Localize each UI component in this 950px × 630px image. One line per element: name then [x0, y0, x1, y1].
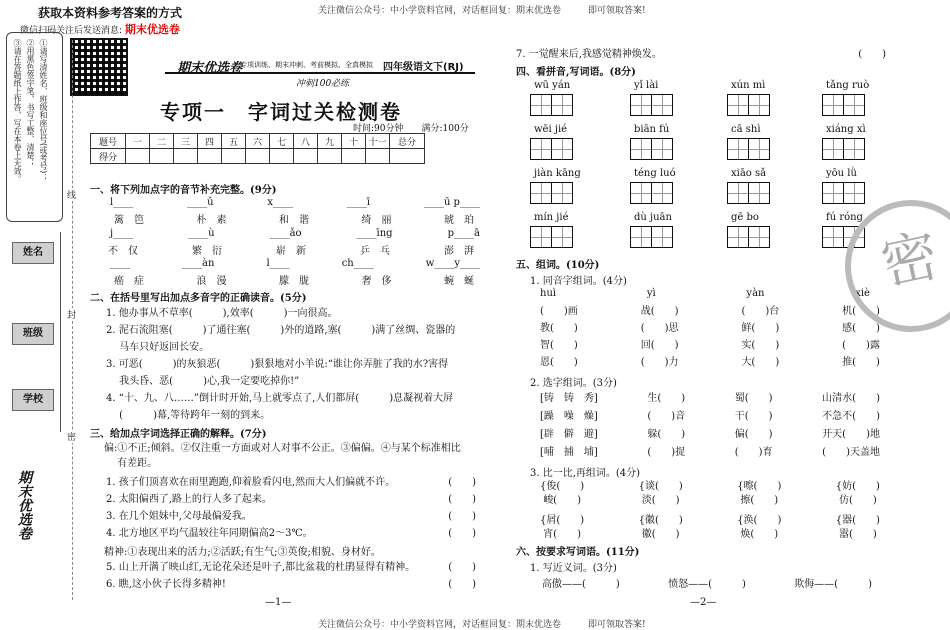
writing-grid [727, 138, 769, 160]
sec3-item: 3. 在几个姐妹中,父母最偏爱我。 ( ) [106, 511, 476, 522]
sec1-pinyin-row1: l____ ____ǔ x____ ____ī ____ū p____ [110, 197, 480, 208]
writing-cell[interactable] [822, 94, 844, 116]
sec5-q3-row [540, 480, 880, 508]
sec2-item: 2. 泥石流阻塞( )了通往塞( )外的道路,塞( )满了丝绸、瓷器的 [106, 325, 456, 336]
sec5-q2-rows [540, 390, 880, 462]
score-cell[interactable] [198, 149, 222, 164]
score-head: 总分 [390, 134, 425, 149]
sec1-pinyin-row2: j____ ____ù ____ǎo ____īng p____ā [110, 228, 480, 239]
pinyin-label: xún mì [731, 80, 766, 91]
sec2-item: 3. 可恶( )的灰狼恶( )狠狠地对小羊说:“谁让你弄脏了我的水?害得 [106, 359, 449, 370]
brand-tagline: 专项训练、期末冲刺、考前模拟、全真模拟 [240, 61, 373, 69]
sec2-item: 马车只好返回长安。 [106, 342, 210, 353]
pinyin-label: wēi jié [534, 124, 568, 135]
score-cell[interactable] [270, 149, 294, 164]
writing-cell[interactable] [843, 94, 865, 116]
writing-cell[interactable] [727, 182, 749, 204]
writing-cell[interactable] [748, 94, 770, 116]
sec5-q1: 1. 同音字组词。(4分) [530, 276, 627, 287]
writing-grid [822, 138, 864, 160]
pinyin-label: biān fú [634, 124, 670, 135]
sec6-q1: 1. 写近义词。(3分) [530, 563, 617, 574]
writing-grid [630, 182, 672, 204]
grade-label: 四年级语文下(RJ) [383, 62, 464, 73]
writing-cell[interactable] [630, 182, 652, 204]
qr-code-icon [70, 38, 128, 96]
writing-cell[interactable] [748, 226, 770, 248]
brand-subtitle: 冲刺100必练 [296, 79, 350, 89]
writing-grid [822, 182, 864, 204]
exam-meta: 时间:90分钟 满分:100分 [353, 124, 469, 134]
writing-grid [630, 226, 672, 248]
label-name: 姓名 [12, 242, 54, 264]
writing-cell[interactable] [843, 138, 865, 160]
pinyin-label: téng luó [634, 168, 676, 179]
sec4-heading: 四、看拼音,写词语。(8分) [516, 67, 636, 78]
label-class: 班级 [12, 323, 54, 345]
score-head: 十 [342, 134, 366, 149]
sec5-q1-row: 恩( ) ( )力 大( ) 推( ) [540, 357, 880, 368]
compare-pair: {谈( ) 淡( ) [638, 481, 683, 506]
pinyin-label: wū yán [534, 80, 571, 91]
page-title: 专项一 字词过关检测卷 [160, 100, 402, 124]
sec5-q2-row: [铸 铸 秀] 生( ) 蜀( ) 山清水( ) [540, 393, 880, 404]
sec6-heading: 六、按要求写词语。(11分) [516, 547, 640, 558]
p2-item7: 7. 一觉醒来后,我感觉精神焕发。 ( ) [516, 49, 886, 60]
sec5-q2-row: [哺 捕 埔] ( )捉 ( )育 ( )天盖地 [540, 447, 880, 458]
score-cell[interactable] [222, 149, 246, 164]
pinyin-label: cā shì [731, 124, 761, 135]
sec3-item: 5. 山上开满了映山红,无论花朵还是叶子,都比盆栽的杜鹃显得有精神。 ( ) [106, 562, 476, 573]
pinyin-label: tǎng ruò [826, 80, 870, 91]
writing-cell[interactable] [630, 138, 652, 160]
sec3-def2: 精神:①表现出来的活力;②活跃;有生气;③英俊;相貌、身材好。 [104, 547, 381, 558]
writing-grid [630, 94, 672, 116]
sec5-q1-row: 教( ) ( )思 鲜( ) 感( ) [540, 323, 880, 334]
sec5-q1-row: ( )画 战( ) ( )台 机( ) [540, 306, 880, 317]
header-note: 关注微信公众号：中小学资料官网，对话框回复：期末优选卷 即可领取答案! [318, 6, 646, 16]
pinyin-label: xiáng xì [826, 124, 866, 135]
compare-pair: {器( ) 嚣( ) [835, 515, 880, 540]
compare-pair: {嚓( ) 擦( ) [737, 481, 782, 506]
score-head: 十一 [366, 134, 390, 149]
score-head: 五 [222, 134, 246, 149]
sec5-q3-row [540, 514, 880, 542]
pinyin-label: fú róng [826, 212, 863, 223]
writing-cell[interactable] [727, 226, 749, 248]
sec5-q2-row: [躁 噪 燥] ( )音 干( ) 不急不( ) [540, 411, 880, 422]
sec5-q1-rows [540, 303, 880, 371]
writing-grid [822, 94, 864, 116]
score-head: 三 [174, 134, 198, 149]
label-school: 学校 [12, 389, 54, 411]
writing-cell[interactable] [530, 226, 552, 248]
brand-logo: 期末优选卷 [177, 61, 243, 76]
score-row-label: 得分 [91, 149, 126, 164]
sec3-items2 [106, 559, 476, 593]
instructions-box [6, 32, 63, 222]
writing-cell[interactable] [530, 94, 552, 116]
pinyin-label: yōu lǜ [826, 168, 857, 179]
writing-cell[interactable] [551, 182, 573, 204]
sec3-item: 4. 北方地区平均气温较往年同期偏高2～3℃。 ( ) [106, 528, 476, 539]
sec3-def1: 偏:①不正;倾斜。②仅注重一方面或对人对事不公正。③偏偏。④与某个标准相比 有差距。 [104, 443, 461, 469]
pinyin-label: dù juān [634, 212, 672, 223]
writing-cell[interactable] [530, 138, 552, 160]
score-head: 一 [126, 134, 150, 149]
score-head: 六 [246, 134, 270, 149]
writing-grid [727, 226, 769, 248]
sec5-q2-row: [辟 僻 避] 躲( ) 偏( ) 开天( )地 [540, 429, 880, 440]
side-line [60, 232, 62, 432]
sec2-item: ( )幕,等待跨年一刻的到来。 [106, 410, 271, 421]
score-head: 九 [318, 134, 342, 149]
score-cell[interactable] [390, 149, 425, 164]
writing-cell[interactable] [727, 94, 749, 116]
page-number-2: —2— [690, 597, 717, 608]
header-rule [165, 72, 475, 74]
score-head: 七 [270, 134, 294, 149]
sec3-items [106, 474, 476, 542]
pinyin-label: mín jié [534, 212, 569, 223]
compare-pair: {涣( ) 焕( ) [737, 515, 782, 540]
score-cell[interactable] [342, 149, 366, 164]
writing-cell[interactable] [651, 226, 673, 248]
compare-pair: {妨( ) 仿( ) [835, 481, 880, 506]
writing-grid [530, 226, 572, 248]
cut-mark-1: 线 [67, 188, 76, 201]
writing-grid [530, 182, 572, 204]
writing-grid [727, 182, 769, 204]
sec2-item: 1. 他办事从不草率( ),效率( )一向很高。 [106, 308, 338, 319]
sec5-q1-row: 智( ) 回( ) 实( ) ( )露 [540, 340, 880, 351]
writing-grid [630, 138, 672, 160]
sec5-heading: 五、组词。(10分) [516, 260, 600, 271]
score-cell[interactable] [126, 149, 150, 164]
writing-cell[interactable] [727, 138, 749, 160]
writing-cell[interactable] [551, 94, 573, 116]
sec5-q2: 2. 选字组词。(3分) [530, 378, 617, 389]
sec1-pinyin-row3: ____ ____àn l____ ch____ w____y____ [110, 258, 480, 269]
qr-hint-text: 微信扫码关注后发送消息: [20, 26, 123, 36]
score-cell[interactable] [150, 149, 174, 164]
pinyin-label: xiāo sǎ [731, 168, 767, 179]
banner-title: 获取本资料参考答案的方式 [38, 6, 183, 20]
writing-cell[interactable] [551, 226, 573, 248]
writing-cell[interactable] [843, 182, 865, 204]
writing-cell[interactable] [651, 138, 673, 160]
sec1-words-row2: 不 仅 繁 衍 崭 新 乒 乓 澎 湃 [108, 246, 474, 257]
writing-cell[interactable] [748, 138, 770, 160]
footer-note: 关注微信公众号：中小学资料官网，对话框回复：期末优选卷 即可领取答案! [318, 620, 646, 630]
score-head: 八 [294, 134, 318, 149]
writing-cell[interactable] [630, 226, 652, 248]
sec6-items: 高傲——( ) 愤怒——( ) 欺侮——( ) [542, 579, 872, 590]
writing-cell[interactable] [551, 138, 573, 160]
writing-cell[interactable] [630, 94, 652, 116]
sec2-item: 我头昏、恶( )心,我一定要吃掉你!” [106, 376, 300, 387]
score-table [90, 133, 425, 164]
sec3-heading: 三、给加点字词选择正确的解释。(7分) [90, 429, 267, 440]
pinyin-label: jiàn kāng [534, 168, 581, 179]
writing-grid [530, 138, 572, 160]
writing-cell[interactable] [530, 182, 552, 204]
sec2-item: 4. “十、九、八……”倒计时开始,马上就零点了,人们都屏( )息凝视着大屏 [106, 393, 454, 404]
sec3-item: 1. 孩子们顶喜欢在雨里跑跑,仰着脸看闪电,然而大人们偏就不许。 ( ) [106, 477, 476, 488]
sec1-heading: 一、将下列加点字的音节补充完整。(9分) [90, 185, 277, 196]
score-head: 题号 [91, 134, 126, 149]
sec3-item: 6. 瞧,这小伙子长得多精神! ( ) [106, 579, 476, 590]
score-head: 二 [150, 134, 174, 149]
sec5-q3-pairs [540, 480, 880, 542]
score-header-row [91, 134, 425, 149]
writing-cell[interactable] [748, 182, 770, 204]
page-number-1: —1— [265, 597, 292, 608]
sidebar-brand: 期末优选卷 [16, 470, 32, 540]
writing-cell[interactable] [822, 182, 844, 204]
compare-pair: {徽( ) 徽( ) [638, 515, 683, 540]
sec5-q1-heads: huì yì yàn xiè [540, 288, 870, 299]
pinyin-label: gē bo [731, 212, 759, 223]
instructions-text: ①请写清姓名、班级和座位号(或考号)； ②用黑色签字笔，书写工整、清楚； ③请在答题纸上作答，写在本卷上无效。 [13, 39, 48, 183]
keyword: 期末优选卷 [124, 23, 180, 36]
writing-cell[interactable] [822, 138, 844, 160]
pinyin-label: yǐ lài [634, 80, 659, 91]
secret-stamp: 密 [833, 188, 950, 345]
score-cell[interactable] [366, 149, 390, 164]
score-row [91, 149, 425, 164]
sec3-item: 2. 太阳偏西了,路上的行人多了起来。 ( ) [106, 494, 476, 505]
sec5-q3: 3. 比一比,再组词。(4分) [530, 468, 641, 479]
cut-mark-3: 密 [67, 430, 76, 443]
writing-cell[interactable] [651, 182, 673, 204]
writing-cell[interactable] [651, 94, 673, 116]
writing-grid [530, 94, 572, 116]
sec1-words-row3: 癌 症 浪 漫 朦 胧 奢 侈 蜿 蜒 [114, 276, 474, 287]
sec2-items [106, 305, 455, 424]
cut-mark-2: 封 [67, 308, 76, 321]
sec2-heading: 二、在括号里写出加点多音字的正确读音。(5分) [90, 293, 307, 304]
score-cell[interactable] [318, 149, 342, 164]
score-cell[interactable] [294, 149, 318, 164]
score-cell[interactable] [174, 149, 198, 164]
compare-pair: {屑( ) 宵( ) [540, 515, 585, 540]
score-cell[interactable] [246, 149, 270, 164]
writing-grid [727, 94, 769, 116]
writing-cell[interactable] [822, 226, 844, 248]
compare-pair: {俊( ) 峻( ) [540, 481, 585, 506]
sec1-words-row1: 篱 笆 朴 素 和 谐 绮 丽 琥 珀 [114, 215, 474, 226]
score-head: 四 [198, 134, 222, 149]
